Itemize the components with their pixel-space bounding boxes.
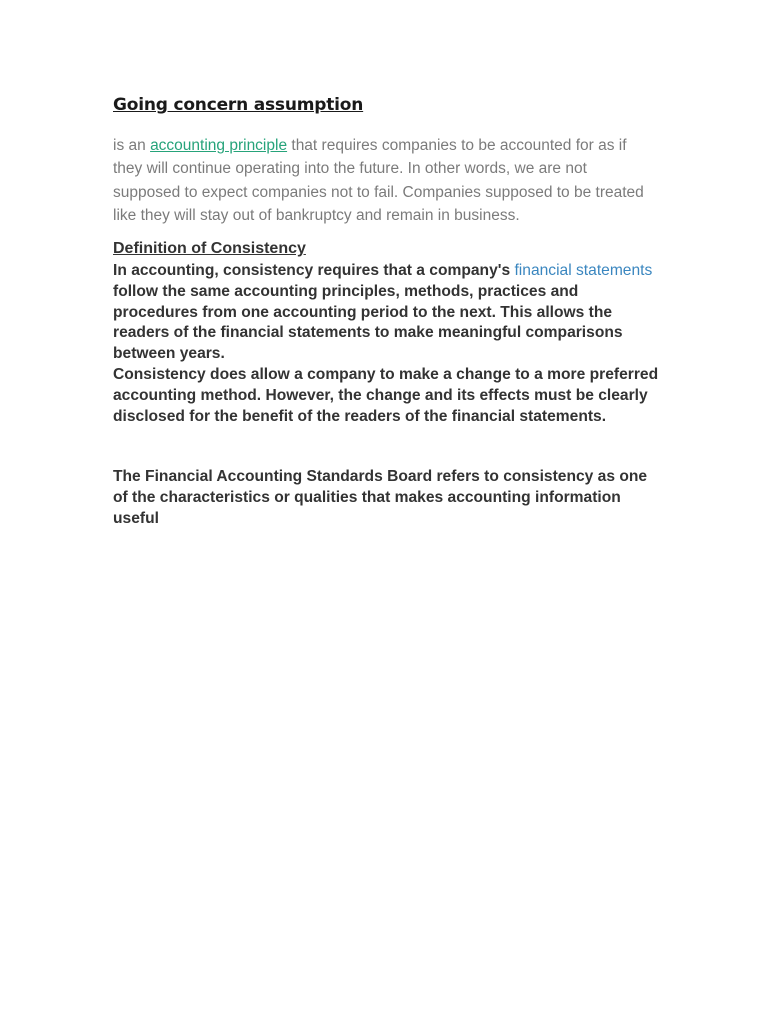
para1-prefix: In accounting, consistency requires that a company's [113,262,515,279]
page-title: Going concern assumption [113,95,364,115]
intro-paragraph [113,134,658,227]
para1-suffix: follow the same accounting principles, methods, practices and procedures from one accounting period to the next. This allows the readers of the financial statements to make meaningful comparisons between years. [113,282,623,363]
section-heading: Definition of Consistency [113,240,306,257]
consistency-paragraph [113,261,661,365]
fasb-paragraph: The Financial Accounting Standards Board refers to consistency as one of the characteristics or qualities that makes accounting information useful [113,468,648,527]
intro-prefix: is an [113,137,151,154]
financial-statements-link[interactable]: financial statements [514,262,653,279]
accounting-principle-link[interactable]: accounting principle [150,137,288,154]
intro-suffix: that requires companies to be accounted for as if they will continue operating into the future. In other words, we are not supposed to expect companies not to fail. Companies supposed to be treated like they will stay out of bankruptcy and remain in business. [113,137,644,224]
change-paragraph: Consistency does allow a company to make a change to a more preferred accounting method. However, the change and its effects must be clearly disclosed for the benefit of the readers of the financial statements. [113,366,659,425]
